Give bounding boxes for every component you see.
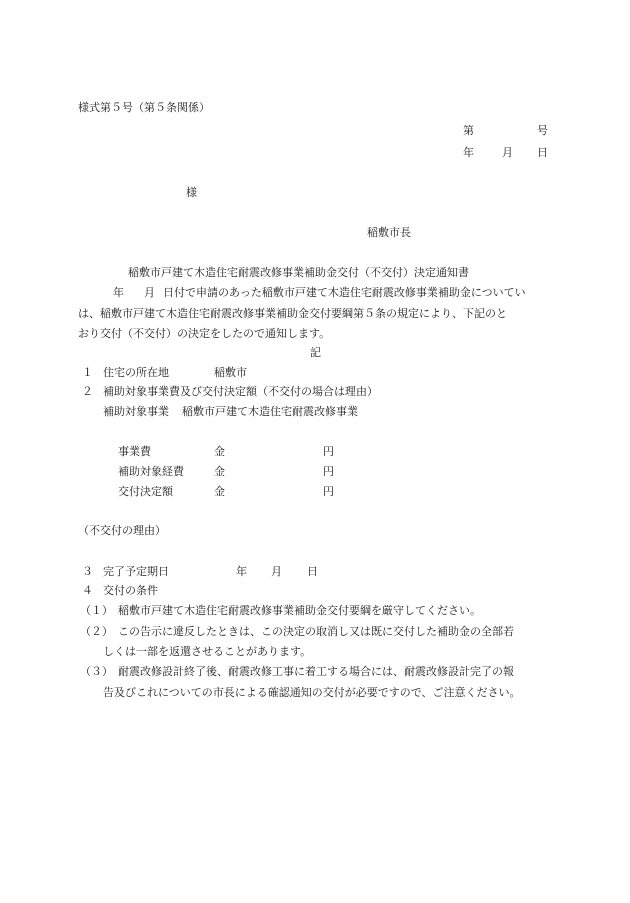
condition-2-line1: この告示に違反したときは、この決定の取消し又は既に交付した補助金の全部若: [118, 625, 514, 638]
issue-date-year: 年: [463, 146, 474, 159]
item1-value: 稲敷市: [214, 366, 247, 379]
amount-kin-project-cost: 金: [214, 445, 225, 458]
item4-number: ４: [82, 584, 93, 597]
item3-number: ３: [82, 565, 93, 578]
item1-label: 住宅の所在地: [103, 366, 169, 379]
issue-date-month: 月: [502, 146, 513, 159]
form-label: 様式第５号（第５条関係）: [78, 101, 210, 114]
amount-label-project-cost: 事業費: [118, 445, 151, 458]
condition-1-number: （１）: [80, 604, 113, 617]
amount-label-eligible-cost: 補助対象経費: [118, 465, 184, 478]
intro-line1-rest: 日付で申請のあった稲敷市戸建て木造住宅耐震改修事業補助金についてい: [163, 286, 526, 299]
amount-yen-eligible-cost: 円: [323, 465, 334, 478]
issue-date-day: 日: [537, 146, 548, 159]
refusal-reason-label: （不交付の理由）: [78, 524, 166, 537]
condition-2-number: （２）: [80, 625, 113, 638]
amount-kin-eligible-cost: 金: [214, 465, 225, 478]
doc-number-suffix: 号: [537, 124, 548, 137]
item1-number: １: [82, 366, 93, 379]
amount-yen-project-cost: 円: [323, 445, 334, 458]
project-label: 補助対象事業: [103, 405, 169, 418]
amount-label-grant: 交付決定額: [118, 485, 173, 498]
intro-month: 月: [144, 286, 155, 299]
condition-3-line2: 告及びこれについての市長による確認通知の交付が必要ですので、ご注意ください。: [103, 686, 521, 699]
item3-day: 日: [307, 565, 318, 578]
item2-number: ２: [82, 385, 93, 398]
intro-line2: は、稲敷市戸建て木造住宅耐震改修事業補助金交付要綱第５条の規定により、下記のと: [78, 307, 507, 320]
project-value: 稲敷市戸建て木造住宅耐震改修事業: [182, 405, 358, 418]
item4-label: 交付の条件: [103, 584, 158, 597]
amount-yen-grant: 円: [323, 485, 334, 498]
item3-month: 月: [271, 565, 282, 578]
item2-label: 補助対象事業費及び交付決定額（不交付の場合は理由）: [103, 385, 378, 398]
amount-kin-grant: 金: [214, 485, 225, 498]
item3-year: 年: [236, 565, 247, 578]
document-title: 稲敷市戸建て木造住宅耐震改修事業補助金交付（不交付）決定通知書: [128, 266, 469, 279]
doc-number-prefix: 第: [463, 124, 474, 137]
condition-3-number: （３）: [80, 665, 113, 678]
addressee-suffix: 様: [186, 186, 197, 199]
condition-2-line2: しくは一部を返還させることがあります。: [103, 645, 312, 658]
intro-line3: おり交付（不交付）の決定をしたので通知します。: [78, 327, 331, 340]
item3-label: 完了予定期日: [103, 565, 169, 578]
intro-year: 年: [113, 286, 124, 299]
issuer-name: 稲敷市長: [367, 226, 411, 239]
ki-heading: 記: [310, 346, 321, 359]
condition-3-line1: 耐震改修設計終了後、耐震改修工事に着工する場合には、耐震改修設計完了の報: [118, 665, 514, 678]
condition-1-text: 稲敷市戸建て木造住宅耐震改修事業補助金交付要綱を厳守してください。: [118, 604, 481, 617]
